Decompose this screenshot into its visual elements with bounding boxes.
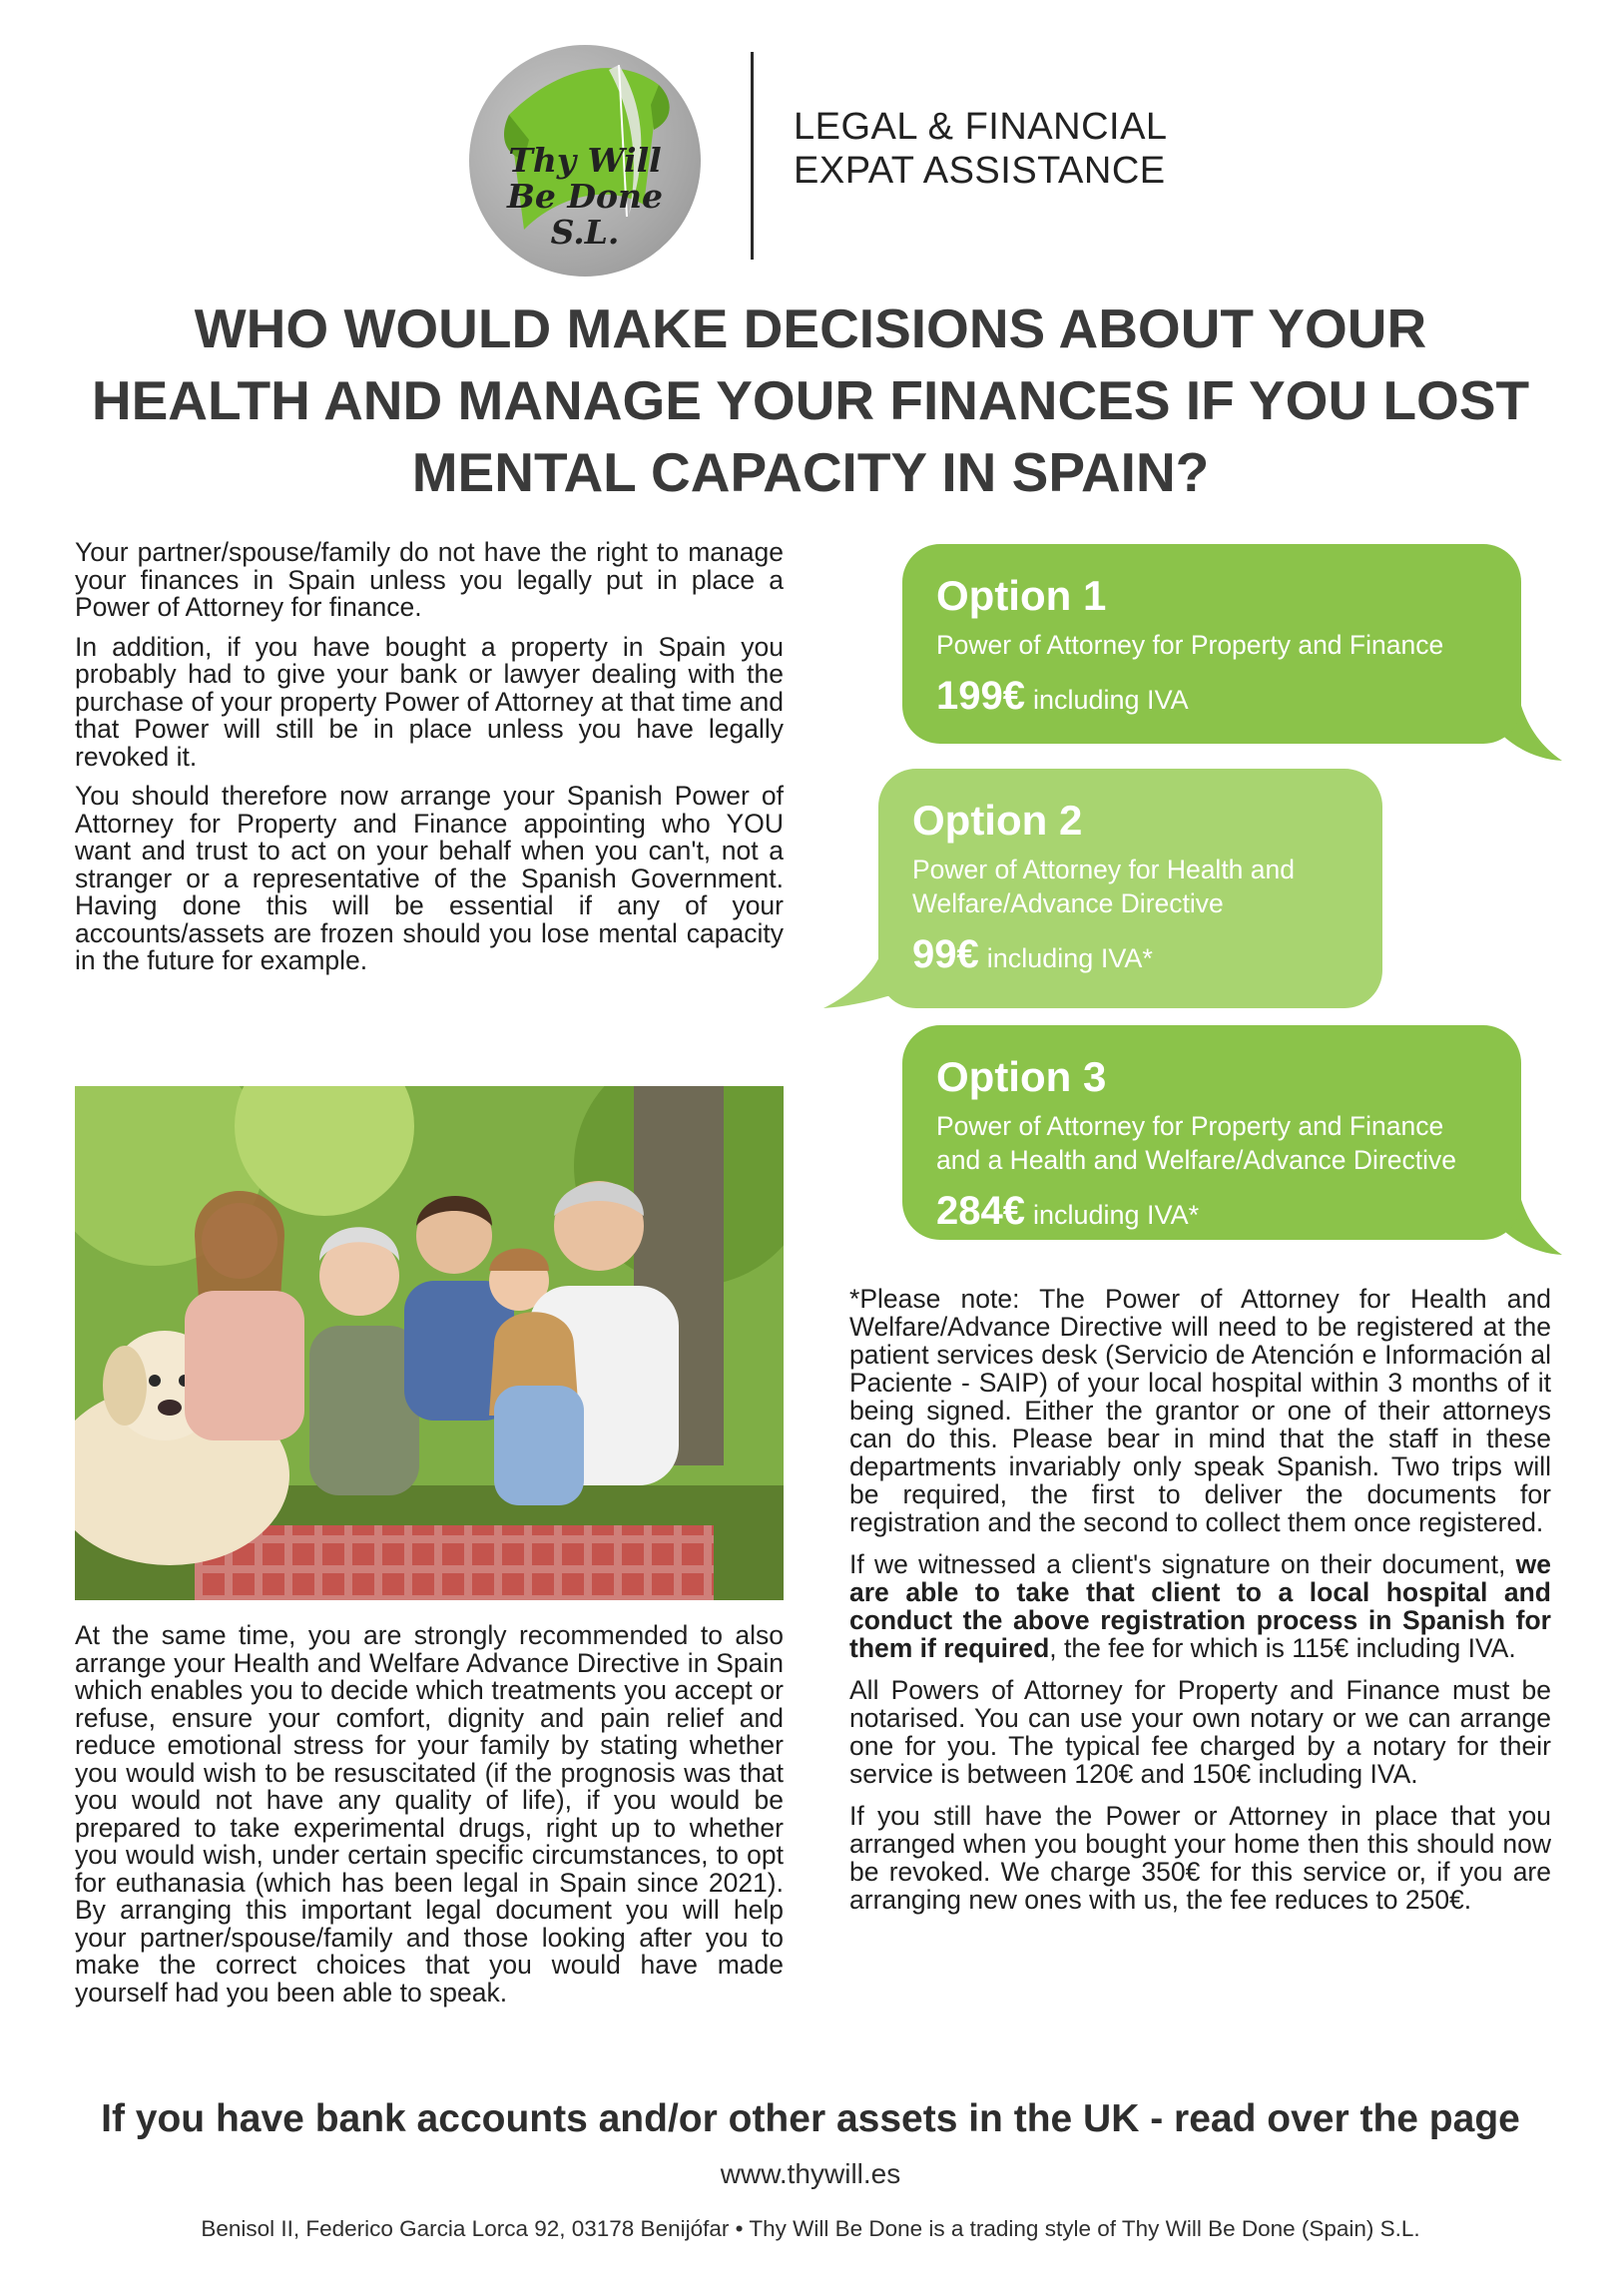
option-3-price: 284€ <box>936 1189 1025 1233</box>
left-directive-text <box>75 1622 784 2018</box>
tagline-line-1: LEGAL & FINANCIAL <box>794 106 1168 148</box>
intro-paragraph-1: Your partner/spouse/family do not have the right to manage your finances in Spain unless you legally put in place a Power of Attorney for finance. <box>75 537 784 622</box>
option-3-title: Option 3 <box>936 1053 1107 1100</box>
right-notes-text <box>849 1285 1551 1928</box>
option-3-bubble <box>902 1025 1521 1240</box>
option-1-price: 199€ <box>936 674 1025 718</box>
logo-line-1: Thy Will <box>508 141 662 180</box>
footer-address: Benisol II, Federico Garcia Lorca 92, 03178 Benijófar • Thy Will Be Done is a trading style of Thy Will Be Done (Spain) S.L. <box>201 2216 1420 2241</box>
header-divider <box>751 52 754 260</box>
logo-line-3: S.L. <box>550 213 620 252</box>
option-2-title: Option 2 <box>912 797 1083 844</box>
tagline <box>794 105 1168 193</box>
option-1-price-note: including IVA <box>1032 685 1189 715</box>
option-1-price-line <box>936 674 1487 722</box>
company-logo <box>469 45 701 277</box>
left-intro-text <box>75 539 784 987</box>
witness-text-start: If we witnessed a client's signature on their document, <box>849 1549 1506 1579</box>
option-3-price-note: including IVA* <box>1032 1200 1200 1230</box>
option-1-description: Power of Attorney for Property and Finance <box>936 630 1444 660</box>
witness-text-bold: we are able to take that client to a local hospital and conduct the above registration process in Spanish for them if required <box>849 1549 1551 1663</box>
option-2-price-line <box>912 932 1349 980</box>
witness-text-end: , the fee for which is 115€ including IVA. <box>1049 1633 1516 1663</box>
family-photo <box>75 1086 784 1600</box>
option-2-price: 99€ <box>912 932 979 976</box>
footer-website-link[interactable]: www.thywill.es <box>720 2158 901 2189</box>
option-1-bubble <box>902 544 1521 744</box>
tagline-line-2: EXPAT ASSISTANCE <box>794 150 1166 192</box>
directive-paragraph: At the same time, you are strongly recommended to also arrange your Health and Welfare Advance Directive in Spain which enables you to decide which treatments you accept or refuse, ensure your comfort, dignity and pain relief and reduce emotional stress for your family by stating whether you would wish to be resuscitated (if the prognosis was that you would not have any quality of life), if you would be prepared to take experimental drugs, right up to whether you would wish, under certain specific circumstances, to opt for euthanasia (which has been legal in Spain since 2021). By arranging this important legal document you will help your partner/spouse/family and those looking after you to make the correct choices that you would have made yourself had you been able to speak. <box>75 1620 784 2008</box>
footer-call-to-action: If you have bank accounts and/or other assets in the UK - read over the page <box>101 2097 1520 2140</box>
headline-line-3: MENTAL CAPACITY IN SPAIN? <box>411 441 1210 503</box>
registration-note: *Please note: The Power of Attorney for Health and Welfare/Advance Directive will need to be registered at the patient services desk (Servicio de Atención e Información al Paciente - SAIP) of your local hospital within 3 months of it being signed. Either the grantor or one of their attorneys can do this. Please bear in mind that the staff in these departments invariably only speak Spanish. Two trips will be required, the first to deliver the documents for registration and the second to collect them once registered. <box>849 1284 1551 1537</box>
option-3-description: Power of Attorney for Property and Finance and a Health and Welfare/Advance Directive <box>936 1111 1456 1175</box>
page-headline <box>60 292 1561 508</box>
intro-paragraph-2: In addition, if you have bought a property in Spain you probably had to give your bank or lawyer dealing with the purchase of your property Power of Attorney at that time and that Power will still be in place unless you have legally revoked it. <box>75 631 784 772</box>
option-2-bubble <box>878 769 1382 1008</box>
witness-paragraph <box>849 1550 1551 1662</box>
headline-line-2: HEALTH AND MANAGE YOUR FINANCES IF YOU LOST <box>91 369 1530 431</box>
option-3-price-line <box>936 1189 1487 1237</box>
logo-line-2: Be Done <box>507 177 663 216</box>
option-1-title: Option 1 <box>936 572 1107 619</box>
intro-paragraph-3: You should therefore now arrange your Spanish Power of Attorney for Property and Finance appointing who YOU want and trust to act on your behalf when you can't, not a stranger or a representative of the Spanish Government. Having done this will be essential if any of your accounts/assets are frozen should you lose mental capacity in the future for example. <box>75 781 784 975</box>
revoke-paragraph: If you still have the Power or Attorney in place that you arranged when you bought your home then this should now be revoked. We charge 350€ for this service or, if you are arranging new ones with us, the fee reduces to 250€. <box>849 1801 1551 1915</box>
option-2-price-note: including IVA* <box>986 943 1153 973</box>
headline-line-1: WHO WOULD MAKE DECISIONS ABOUT YOUR <box>194 297 1427 359</box>
option-2-description: Power of Attorney for Health and Welfare/Advance Directive <box>912 855 1295 918</box>
notary-paragraph: All Powers of Attorney for Property and Finance must be notarised. You can use your own notary or we can arrange one for you. The typical fee charged by a notary for their service is between 120€ and 150€ including IVA. <box>849 1675 1551 1789</box>
